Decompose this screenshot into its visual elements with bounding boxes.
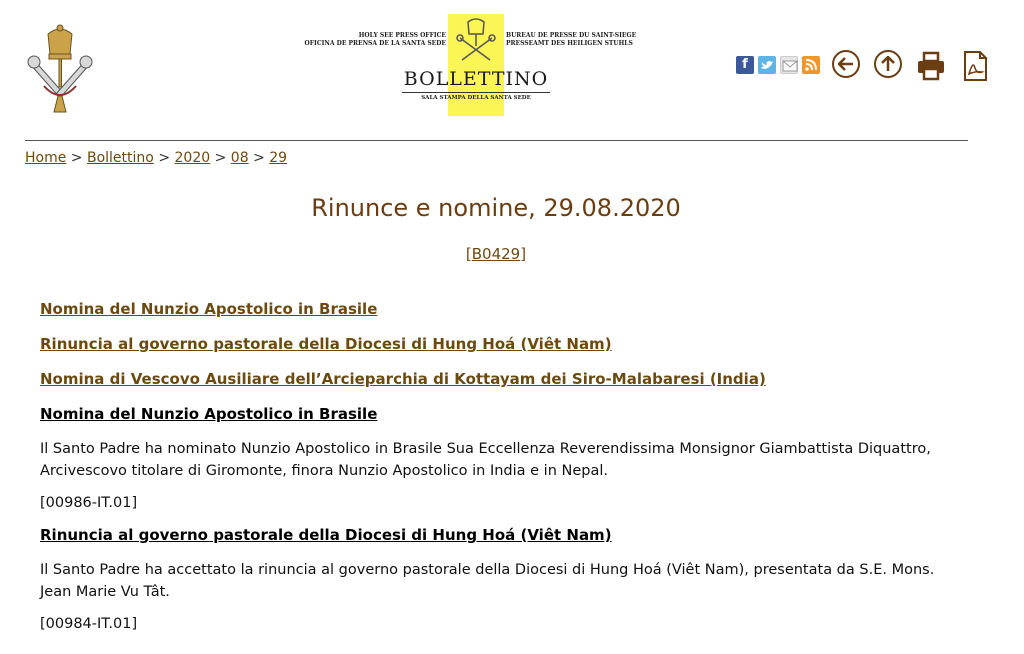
- mail-icon[interactable]: [780, 56, 798, 74]
- section-text: Il Santo Padre ha accettato la rinuncia al governo pastorale della Diocesi di Hung Hoá (Viêt Nam), presentata da S.E. Mons. Jean Marie Vu Tât.: [40, 562, 935, 600]
- breadcrumb-day[interactable]: 29: [269, 150, 288, 166]
- holy-see-crest-logo: [24, 24, 96, 114]
- toc-link-vescovo-kottayam[interactable]: Nomina di Vescovo Ausiliare dell’Arcieparchia di Kottayam dei Siro-Malabaresi (India): [40, 370, 766, 388]
- arrow-up-icon[interactable]: [874, 50, 902, 78]
- code-open-bracket: [: [465, 245, 472, 263]
- bulletin-code: [0, 245, 992, 263]
- keys-crest-logo: [452, 16, 500, 66]
- main-content: [40, 300, 970, 647]
- header-divider: [25, 140, 968, 141]
- rss-icon[interactable]: [802, 56, 820, 74]
- breadcrumb-separator: >: [253, 150, 265, 166]
- breadcrumb-separator: >: [214, 150, 227, 166]
- section-text: Il Santo Padre ha nominato Nunzio Apostolico in Brasile Sua Eccellenza Reverendissima Monsignor Giambattista Diquattro, Arcivescovo titolare di Giromonte, finora Nunzio Apostolico in India e in Nepal.: [40, 441, 931, 479]
- table-of-contents: [40, 300, 970, 388]
- section-title: Nomina del Nunzio Apostolico in Brasile: [40, 405, 378, 423]
- page-header: [0, 0, 1024, 140]
- section-reference: [00984-IT.01]: [40, 616, 138, 632]
- breadcrumb-separator: >: [158, 150, 171, 166]
- pdf-icon[interactable]: [960, 50, 990, 82]
- breadcrumb-home[interactable]: Home: [25, 150, 67, 166]
- toc-link-nunzio-brasile[interactable]: Nomina del Nunzio Apostolico in Brasile: [40, 300, 378, 318]
- bollettino-subtitle: SALA STAMPA DELLA SANTA SEDE: [402, 92, 550, 101]
- twitter-icon[interactable]: [758, 56, 776, 74]
- press-office-de: PRESSEAMT DES HEILIGEN STUHLS: [506, 40, 633, 47]
- print-icon[interactable]: [916, 50, 946, 82]
- code-close-bracket: ]: [520, 245, 527, 263]
- bollettino-title: BOLLETTINO: [403, 68, 549, 90]
- section-reference: [00986-IT.01]: [40, 495, 138, 511]
- arrow-left-icon[interactable]: [832, 50, 860, 78]
- press-office-right: [506, 32, 646, 48]
- breadcrumb-year[interactable]: 2020: [174, 150, 211, 166]
- breadcrumb-bollettino[interactable]: Bollettino: [86, 150, 154, 166]
- social-links: [736, 56, 820, 74]
- breadcrumb: [25, 150, 287, 166]
- page-tools: [832, 50, 990, 82]
- page-title: Rinunce e nomine, 29.08.2020: [311, 194, 681, 222]
- breadcrumb-month[interactable]: 08: [230, 150, 249, 166]
- press-office-left: [300, 32, 446, 48]
- toc-link-rinuncia-hung-hoa[interactable]: Rinuncia al governo pastorale della Diocesi di Hung Hoá (Viêt Nam): [40, 335, 612, 353]
- press-office-fr: BUREAU DE PRESSE DU SAINT-SIEGE: [506, 32, 637, 39]
- bulletin-code-link[interactable]: B0429: [471, 245, 521, 263]
- section-title: Rinuncia al governo pastorale della Diocesi di Hung Hoá (Viêt Nam): [40, 526, 612, 544]
- press-office-en: HOLY SEE PRESS OFFICE: [358, 32, 446, 39]
- facebook-icon[interactable]: f: [736, 56, 754, 74]
- press-office-es: OFICINA DE PRENSA DE LA SANTA SEDE: [304, 40, 446, 47]
- breadcrumb-separator: >: [70, 150, 83, 166]
